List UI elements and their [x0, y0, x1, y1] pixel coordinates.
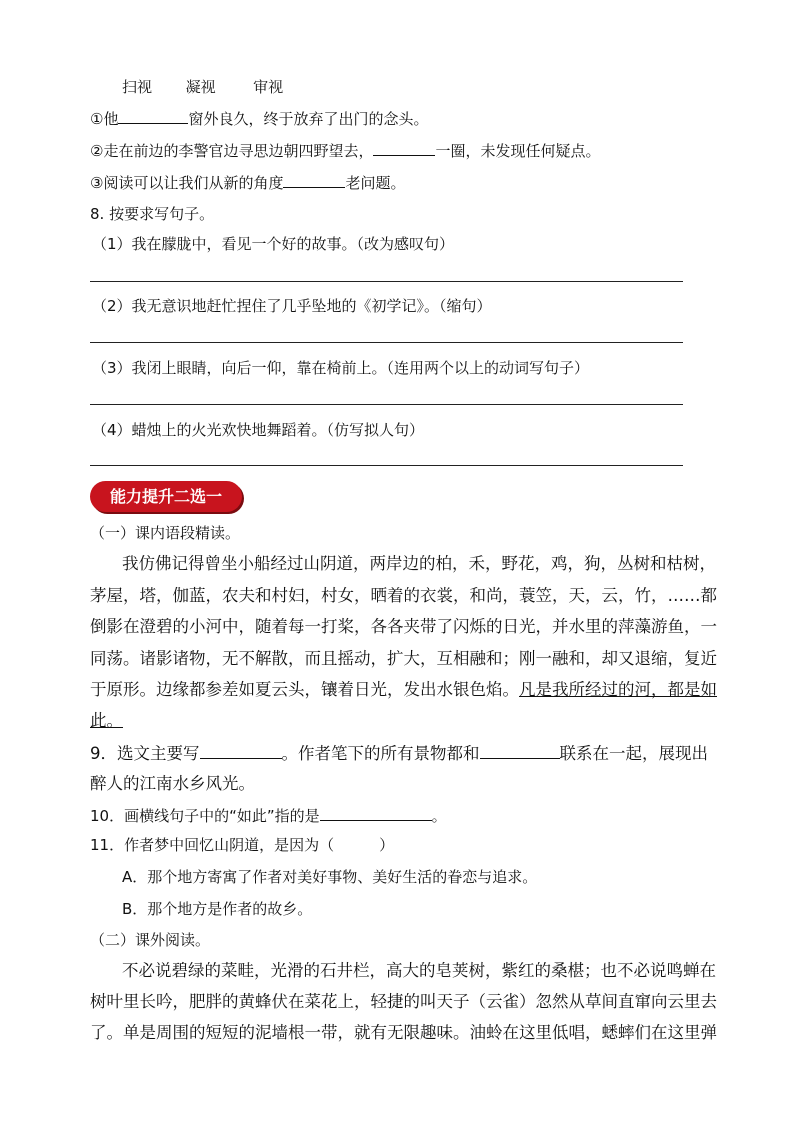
q10: 10．画横线句子中的“如此”指的是 。	[90, 804, 447, 827]
answer-blank[interactable]	[118, 107, 188, 124]
underlined-sentence: 凡是我所经过的河，都是如	[519, 680, 717, 699]
answer-line[interactable]	[90, 404, 683, 405]
q7-sentence-2: ②走在前边的李警官边寻思边朝四野望去， 一圈，未发现任何疑点。	[90, 139, 600, 162]
q8-item-3: （3）我闭上眼睛，向后一仰，靠在椅前上。（连用两个以上的动词写句子）	[92, 359, 590, 377]
word-option: 凝视	[185, 78, 216, 96]
answer-blank[interactable]	[373, 139, 435, 156]
answer-line[interactable]	[90, 281, 683, 282]
word-option: 扫视	[122, 78, 153, 96]
answer-line[interactable]	[90, 465, 683, 466]
part1-title: （一）课内语段精读。	[90, 524, 241, 542]
answer-blank[interactable]	[480, 742, 560, 759]
word-option: 审视	[253, 78, 284, 96]
passage2-line: 不必说碧绿的菜畦，光滑的石井栏，高大的皂荚树，紫红的桑椹；也不必说鸣蝉在	[122, 961, 716, 980]
q7-sentence-3: ③阅读可以让我们从新的角度 老问题。	[90, 171, 405, 194]
passage1-line	[90, 710, 123, 732]
q7-sentence-1: ①他 窗外良久，终于放弃了出门的念头。	[90, 107, 428, 130]
q8-item-4: （4）蜡烛上的火光欢快地舞蹈着。（仿写拟人句）	[92, 421, 425, 439]
answer-blank[interactable]	[320, 804, 432, 821]
q8-item-1: （1）我在朦胧中，看见一个好的故事。（改为感叹句）	[92, 235, 455, 253]
word-bank	[122, 76, 283, 98]
underlined-sentence: 此。	[90, 711, 123, 730]
passage2-line: 树叶里长吟，肥胖的黄蜂伏在菜花上，轻捷的叫天子（云雀）忽然从草间直窜向云里去	[90, 992, 717, 1011]
q11: 11．作者梦中回忆山阴道，是因为（ ）	[90, 836, 395, 854]
q11-option-b[interactable]: B．那个地方是作者的故乡。	[122, 900, 313, 918]
section-badge: 能力提升二选一	[90, 481, 242, 512]
passage1-line: 倒影在澄碧的小河中，随着每一打桨，各各夹带了闪烁的日光，并水里的萍藻游鱼，一	[90, 617, 717, 636]
passage1-line: 同荡。诸影诸物，无不解散，而且摇动，扩大，互相融和；刚一融和，却又退缩，复近	[90, 649, 717, 668]
part2-title: （二）课外阅读。	[90, 931, 211, 949]
passage1-line: 于原形。边缘都参差如夏云头，镶着日光，发出水银色焰。凡是我所经过的河，都是如	[90, 680, 717, 699]
passage1-line: 我仿佛记得曾坐小船经过山阴道，两岸边的柏，禾，野花，鸡，狗，丛树和枯树，	[122, 554, 716, 573]
answer-line[interactable]	[90, 342, 683, 343]
answer-blank[interactable]	[283, 171, 345, 188]
q9-cont: 醉人的江南水乡风光。	[90, 774, 255, 793]
q9: 9．选文主要写 。作者笔下的所有景物都和 联系在一起，展现出	[90, 744, 708, 763]
q11-option-a[interactable]: A．那个地方寄寓了作者对美好事物、美好生活的眷恋与追求。	[122, 868, 538, 886]
passage1-line: 茅屋，塔，伽蓝，农夫和村妇，村女，晒着的衣裳，和尚，蓑笠，天，云，竹，……都	[90, 586, 717, 605]
q8-title: 8. 按要求写句子。	[90, 205, 215, 223]
q8-item-2: （2）我无意识地赶忙捏住了几乎坠地的《初学记》。（缩句）	[92, 297, 492, 315]
passage2-line: 了。单是周围的短短的泥墙根一带，就有无限趣味。油蛉在这里低唱，蟋蟀们在这里弹	[90, 1023, 717, 1042]
answer-blank[interactable]	[200, 742, 282, 759]
